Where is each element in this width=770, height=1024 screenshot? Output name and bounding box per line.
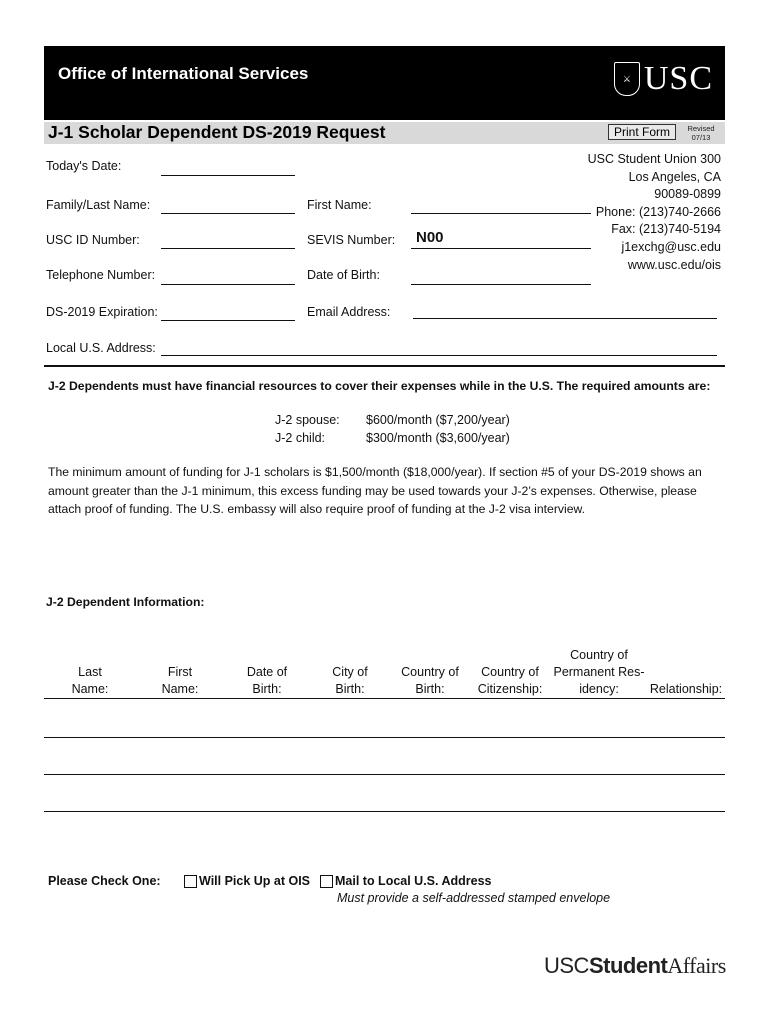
col-cpr-l2: Permanent Res- xyxy=(553,665,645,679)
pickup-option[interactable] xyxy=(184,874,310,888)
email-label: Email Address: xyxy=(307,305,391,319)
usc-id-field[interactable] xyxy=(161,248,295,249)
revised-label: Revised xyxy=(687,124,715,133)
col-cob-l1: Country of xyxy=(401,665,459,679)
header-banner xyxy=(44,46,725,120)
revised-note xyxy=(681,124,721,142)
local-address-label: Local U.S. Address: xyxy=(46,341,156,355)
pickup-option-label: Will Pick Up at OIS xyxy=(199,874,311,888)
funding-paragraph: The minimum amount of funding for J-1 scholars is $1,500/month ($18,000/year). If section #5 of your DS-2019 shows an amount greater than the J-1 minimum, this excess funding may be used towards your J-2’s expenses. Otherwise, please attach proof of funding. The U.S. embassy will also require proof of funding at the J-2 visa interview. xyxy=(48,465,702,516)
dependent-row-3[interactable] xyxy=(44,811,725,812)
financial-heading: J-2 Dependents must have financial resources to cover their expenses while in the U.S. The required amounts are: xyxy=(48,379,711,393)
col-last-name-l2: Name: xyxy=(71,682,109,696)
col-city-l1: City of xyxy=(332,665,368,679)
form-title-bar xyxy=(44,122,725,144)
ds2019-expiration-label: DS-2019 Expiration: xyxy=(46,305,158,319)
telephone-label: Telephone Number: xyxy=(46,268,156,282)
dependent-row-2[interactable] xyxy=(44,774,725,775)
dependent-row-1[interactable] xyxy=(44,737,725,738)
footer-logo-usc: USC xyxy=(544,953,589,978)
col-dob-l2: Birth: xyxy=(252,682,282,696)
pickup-checkbox[interactable] xyxy=(184,875,197,888)
sevis-label: SEVIS Number: xyxy=(307,233,396,247)
col-first-name-l2: Name: xyxy=(161,682,199,696)
col-city-l2: Birth: xyxy=(335,682,365,696)
footer-logo-student: Student xyxy=(588,953,668,978)
address-email: j1exchg@usc.edu xyxy=(621,239,721,254)
mail-option[interactable] xyxy=(320,874,492,888)
mail-checkbox[interactable] xyxy=(320,875,333,888)
address-line3: 90089-0899 xyxy=(654,187,721,202)
first-name-label: First Name: xyxy=(307,198,372,212)
form-title: J-1 Scholar Dependent DS-2019 Request xyxy=(48,122,386,142)
col-country-of-citizenship xyxy=(472,664,548,698)
check-one-label: Please Check One: xyxy=(48,874,161,888)
usc-id-label: USC ID Number: xyxy=(46,233,140,247)
dependents-heading: J-2 Dependent Information: xyxy=(46,595,205,609)
col-country-of-birth xyxy=(395,664,465,698)
col-dob xyxy=(237,664,297,698)
usc-logo xyxy=(614,62,713,96)
ds2019-expiration-field[interactable] xyxy=(161,320,295,321)
col-city-of-birth xyxy=(320,664,380,698)
student-affairs-logo xyxy=(544,953,726,979)
address-web: www.usc.edu/ois xyxy=(627,257,721,272)
address-line2: Los Angeles, CA xyxy=(628,169,721,184)
col-permanent-residency xyxy=(549,647,649,698)
family-name-field[interactable] xyxy=(161,213,295,214)
col-last-name xyxy=(60,664,120,698)
usc-logo-text: USC xyxy=(643,60,713,97)
office-title: Office of International Services xyxy=(58,64,309,83)
todays-date-label: Today's Date: xyxy=(46,159,122,173)
dob-field[interactable] xyxy=(411,284,591,285)
ois-address-block xyxy=(560,151,721,274)
col-rel-l1: Relationship: xyxy=(649,682,723,696)
todays-date-field[interactable] xyxy=(161,175,295,176)
col-coc-l2: Citizenship: xyxy=(477,682,543,696)
address-phone: Phone: (213)740-2666 xyxy=(595,204,721,219)
address-fax: Fax: (213)740-5194 xyxy=(611,222,721,237)
col-dob-l1: Date of xyxy=(246,665,288,679)
usc-seal-icon: ⚔ xyxy=(614,62,640,96)
child-amount: $300/month ($3,600/year) xyxy=(366,431,510,445)
col-coc-l1: Country of xyxy=(481,665,539,679)
col-last-name-l1: Last xyxy=(78,665,102,679)
spouse-label: J-2 spouse: xyxy=(275,413,340,427)
address-line1: USC Student Union 300 xyxy=(587,152,721,166)
col-cpr-l3: idency: xyxy=(579,682,619,696)
col-first-name-l1: First xyxy=(167,665,193,679)
section-divider xyxy=(44,365,725,367)
spouse-amount: $600/month ($7,200/year) xyxy=(366,413,510,427)
footer-logo-affairs: Affairs xyxy=(667,953,726,978)
col-cpr-l1: Country of xyxy=(570,648,628,662)
sevis-value[interactable]: N00 xyxy=(416,229,444,246)
local-address-field[interactable] xyxy=(161,355,717,356)
col-first-name xyxy=(150,664,210,698)
print-form-button[interactable]: Print Form xyxy=(608,124,676,140)
col-cob-l2: Birth: xyxy=(415,682,445,696)
child-label: J-2 child: xyxy=(275,431,326,445)
table-header-line xyxy=(44,698,725,699)
telephone-field[interactable] xyxy=(161,284,295,285)
col-relationship xyxy=(646,681,726,698)
mail-option-label: Mail to Local U.S. Address xyxy=(335,874,492,888)
revised-date: 07/13 xyxy=(691,133,711,142)
family-name-label: Family/Last Name: xyxy=(46,198,151,212)
dob-label: Date of Birth: xyxy=(307,268,380,282)
mail-note: Must provide a self-addressed stamped envelope xyxy=(337,891,611,905)
email-field[interactable] xyxy=(413,318,717,319)
